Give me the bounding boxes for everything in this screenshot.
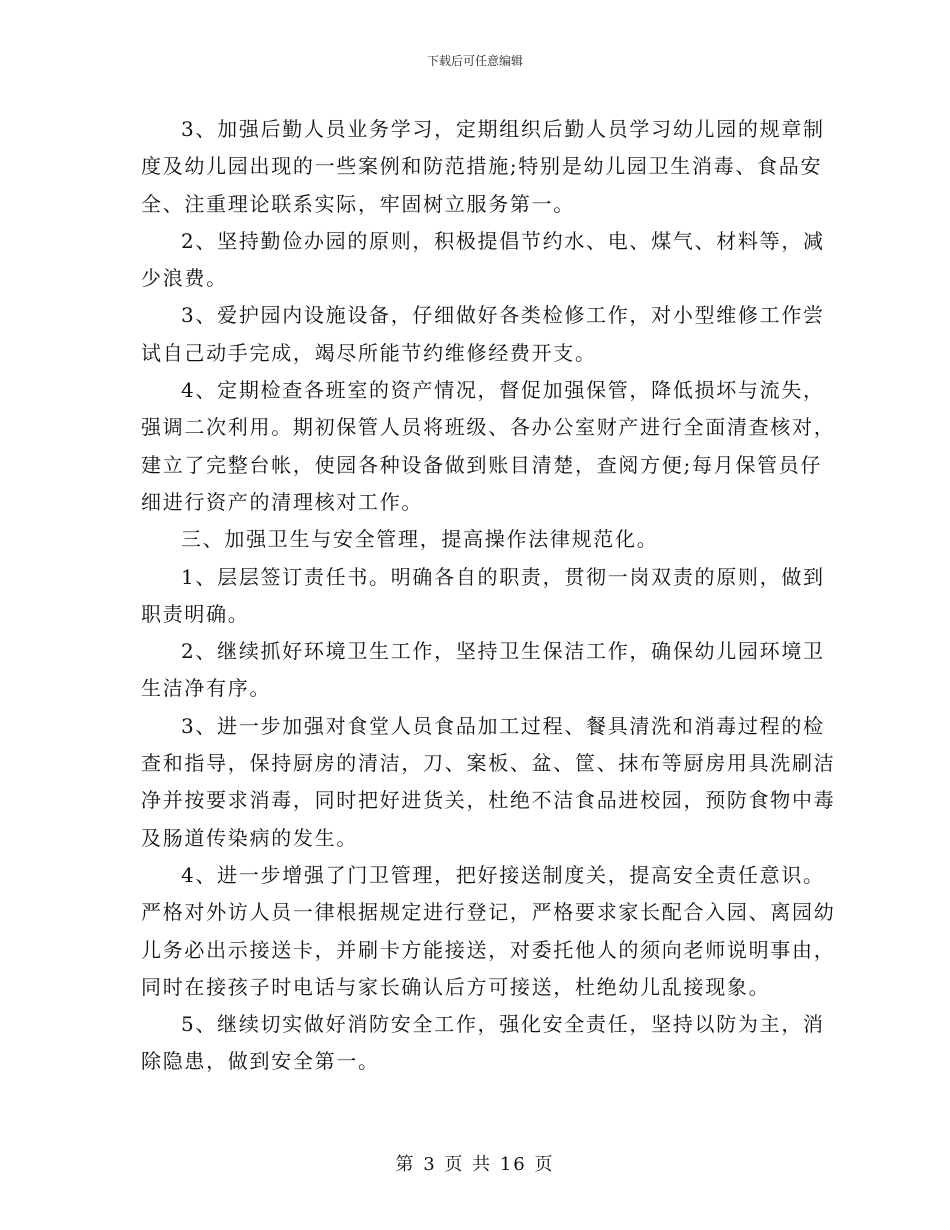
paragraph-10: 5、继续切实做好消防安全工作，强化安全责任，坚持以防为主，消除隐患，做到安全第一。 (141, 1012, 825, 1074)
paragraph-7: 2、继续抓好环境卫生工作，坚持卫生保洁工作，确保幼儿园环境卫生洁净有序。 (141, 639, 825, 701)
section-heading-3: 三、加强卫生与安全管理，提高操作法律规范化。 (181, 527, 659, 552)
paragraph-8: 3、进一步加强对食堂人员食品加工过程、餐具清洗和消毒过程的检查和指导，保持厨房的清洁，刀、案板、盆、筐、抹布等厨房用具洗刷洁净并按要求消毒，同时把好进货关，杜绝不洁食品进校园，预防食物中毒及肠道传染病的发生。 (141, 713, 836, 850)
paragraph-9: 4、进一步增强了门卫管理，把好接送制度关，提高安全责任意识。严格对外访人员一律根据规定进行登记，严格要求家长配合入园、离园幼儿务必出示接送卡，并刷卡方能接送，对委托他人的须向老师说明事由，同时在接孩子时电话与家长确认后方可接送，杜绝幼儿乱接现象。 (141, 862, 836, 999)
page-header-note: 下载后可任意编辑 (426, 54, 523, 68)
document-body (141, 111, 841, 1081)
paragraph-1: 3、加强后勤人员业务学习，定期组织后勤人员学习幼儿园的规章制度及幼儿园出现的一些案例和防范措施;特别是幼儿园卫生消毒、食品安全、注重理论联系实际，牢固树立服务第一。 (141, 117, 825, 216)
paragraph-6: 1、层层签订责任书。明确各自的职责，贯彻一岗双责的原则，做到职责明确。 (141, 564, 825, 626)
paragraph-2: 2、坚持勤俭办园的原则，积极提倡节约水、电、煤气、材料等，减少浪费。 (141, 228, 825, 291)
paragraph-4: 4、定期检查各班室的资产情况，督促加强保管，降低损坏与流失，强调二次利用。期初保管人员将班级、各办公室财产进行全面清查核对，建立了完整台帐，使园各种设备做到账目清楚，查阅方便;每月保管员仔细进行资产的清理核对工作。 (141, 378, 836, 514)
paragraph-3: 3、爱护园内设施设备，仔细做好各类检修工作，对小型维修工作尝试自己动手完成，竭尽所能节约维修经费开支。 (141, 303, 825, 365)
page-number: 第 3 页 共 16 页 (395, 1154, 555, 1175)
